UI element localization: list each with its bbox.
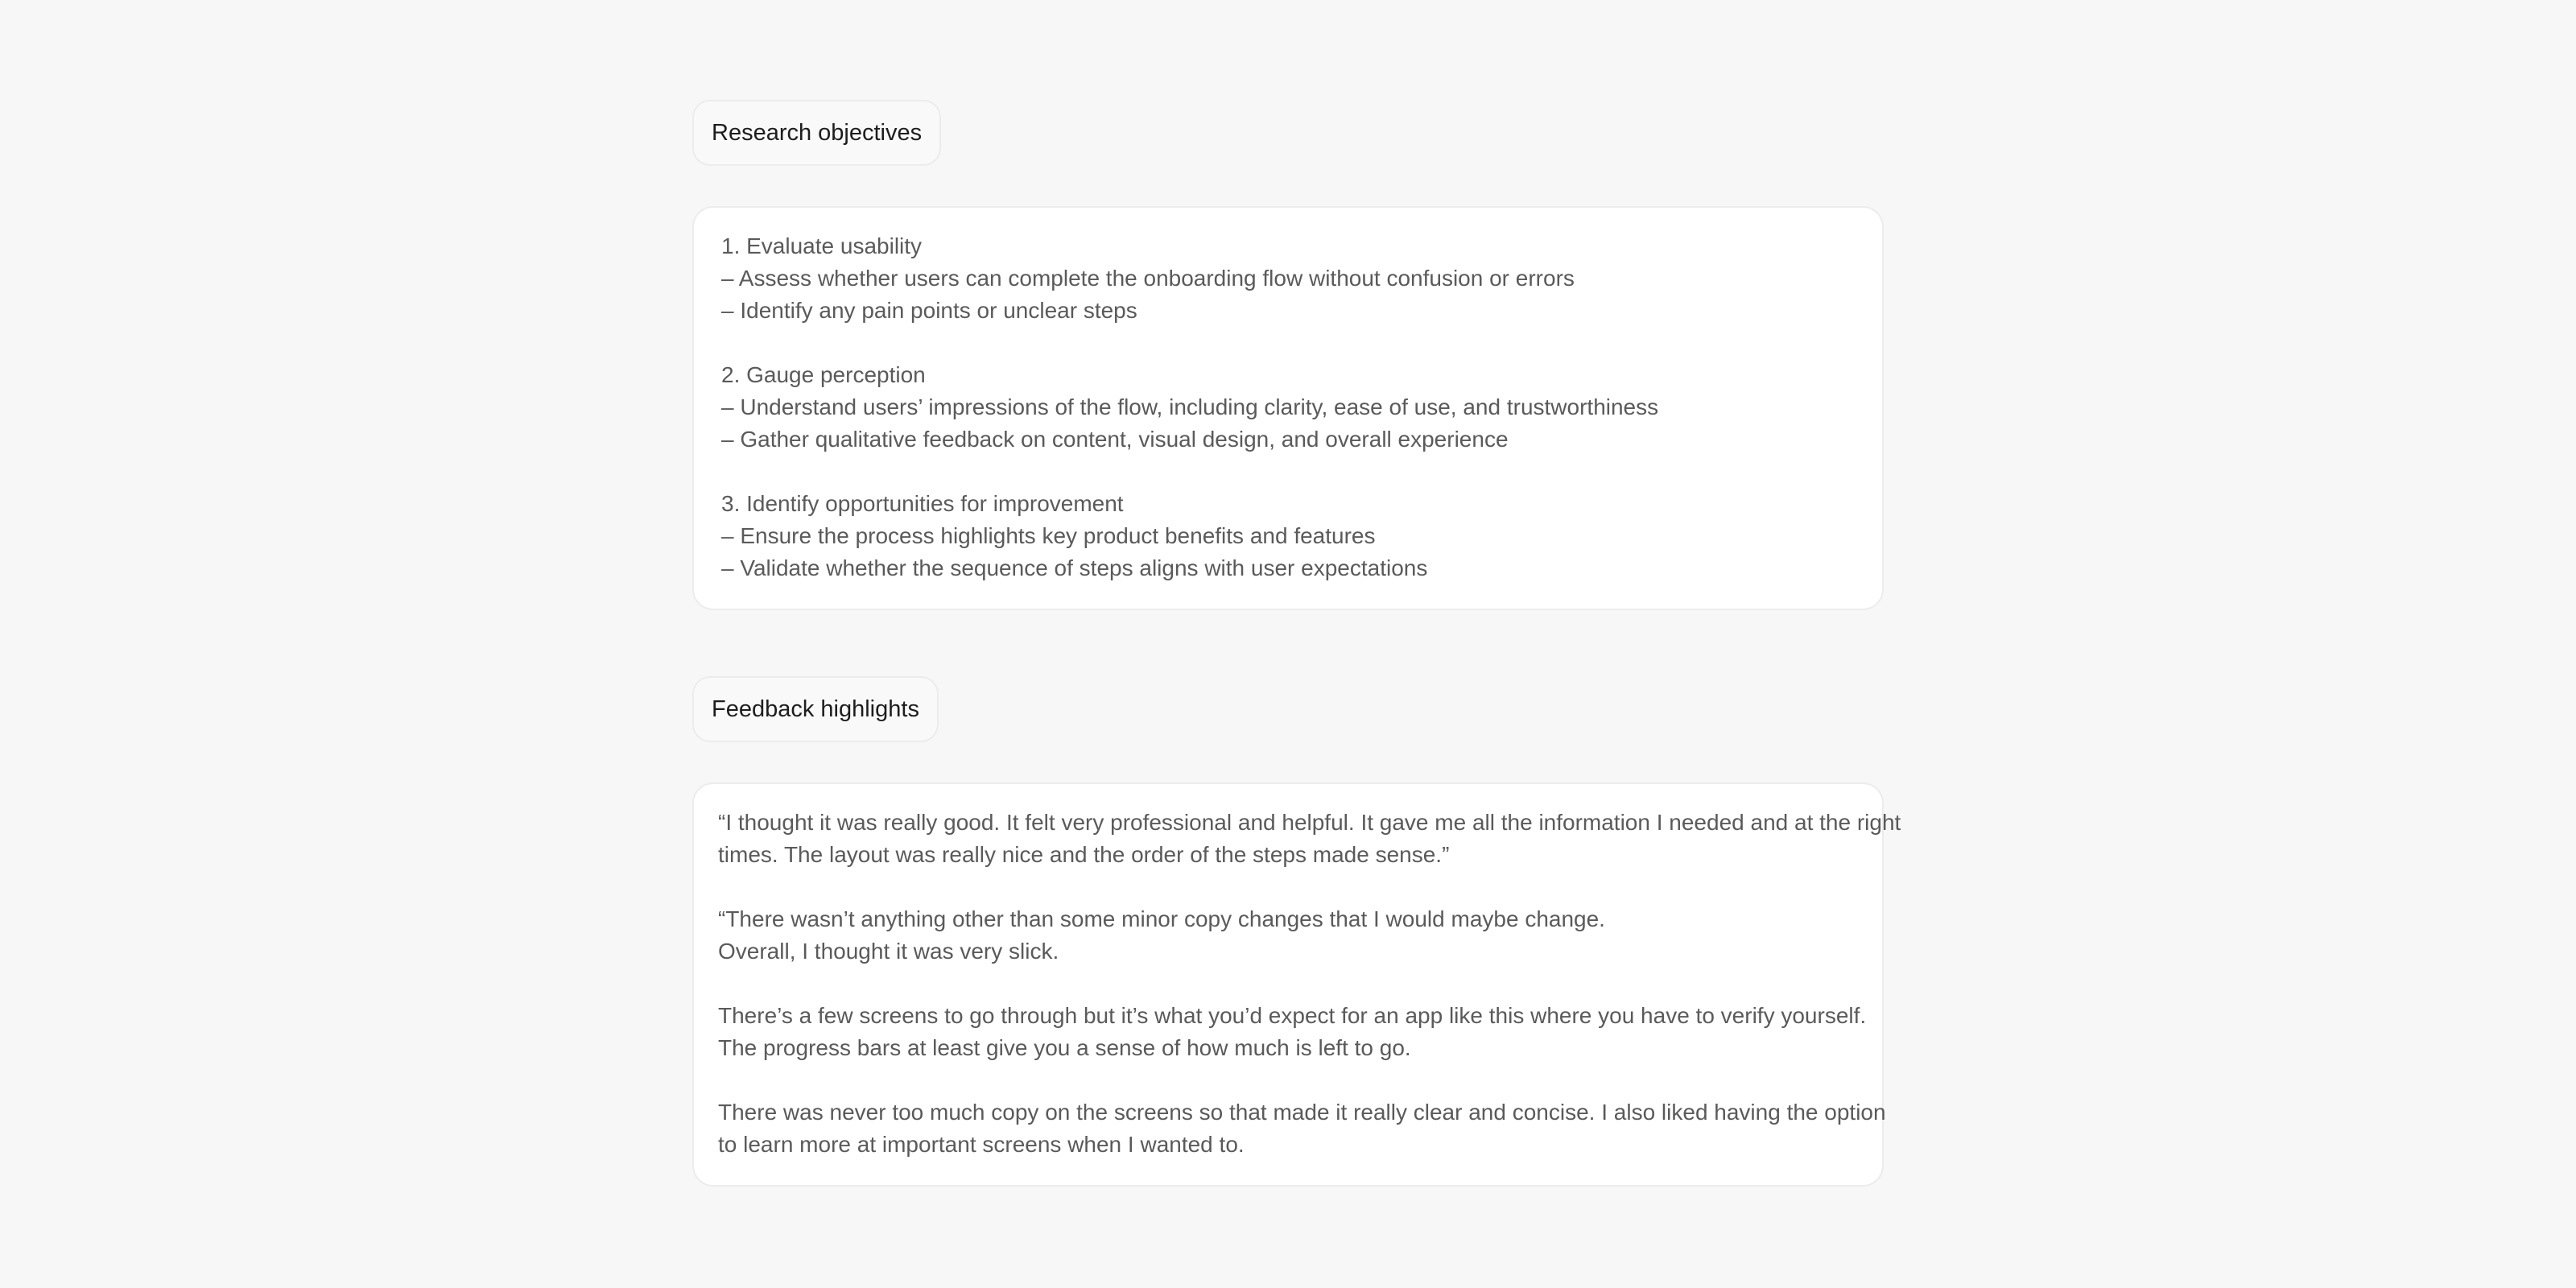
feedback-quote-line: “I thought it was really good. It felt very professional and helpful. It gave me all the information I needed and at the right: [718, 810, 1901, 835]
objective-heading: 2. Gauge perception: [721, 362, 926, 387]
feedback-quote-line: Overall, I thought it was very slick.: [718, 939, 1059, 964]
feedback-quote: [718, 1096, 1886, 1161]
feedback-quote: [718, 1000, 1867, 1064]
feedback-quote: [718, 903, 1858, 968]
objective-point: – Assess whether users can complete the onboarding flow without confusion or errors: [721, 266, 1575, 291]
objective-heading: 1. Evaluate usability: [721, 233, 923, 258]
objective-heading: 3. Identify opportunities for improvement: [721, 491, 1124, 516]
research-objectives-tag: [692, 100, 941, 166]
feedback-quote-line: There’s a few screens to go through but it’s what you’d expect for an app like this where you have to verify yourself.: [718, 1003, 1867, 1028]
objective-group: [721, 488, 1855, 584]
objective-point: – Identify any pain points or unclear steps: [721, 298, 1137, 323]
feedback-quote-line: “There wasn’t anything other than some minor copy changes that I would maybe change.: [718, 906, 1605, 931]
objective-point: – Gather qualitative feedback on content, visual design, and overall experience: [721, 427, 1509, 452]
feedback-highlights-card: [692, 782, 1901, 1187]
research-objectives-title: Research objectives: [712, 119, 923, 146]
feedback-highlights-title: Feedback highlights: [712, 696, 919, 722]
feedback-quote-line: There was never too much copy on the screens so that made it really clear and concise. I also liked having the option: [718, 1100, 1886, 1125]
objective-point: – Understand users’ impressions of the flow, including clarity, ease of use, and trustworthiness: [721, 394, 1659, 419]
objective-group: [721, 230, 1855, 327]
feedback-highlights-tag: [692, 676, 939, 742]
objective-group: [721, 359, 1855, 456]
feedback-quote-line: to learn more at important screens when I wanted to.: [718, 1132, 1245, 1157]
feedback-quote-line: times. The layout was really nice and the order of the steps made sense.”: [718, 842, 1450, 867]
feedback-quote: [718, 807, 1901, 871]
objective-point: – Validate whether the sequence of steps aligns with user expectations: [721, 555, 1428, 580]
research-objectives-card: [692, 206, 1884, 610]
objective-point: – Ensure the process highlights key product benefits and features: [721, 523, 1376, 548]
feedback-quote-line: The progress bars at least give you a sense of how much is left to go.: [718, 1035, 1411, 1060]
